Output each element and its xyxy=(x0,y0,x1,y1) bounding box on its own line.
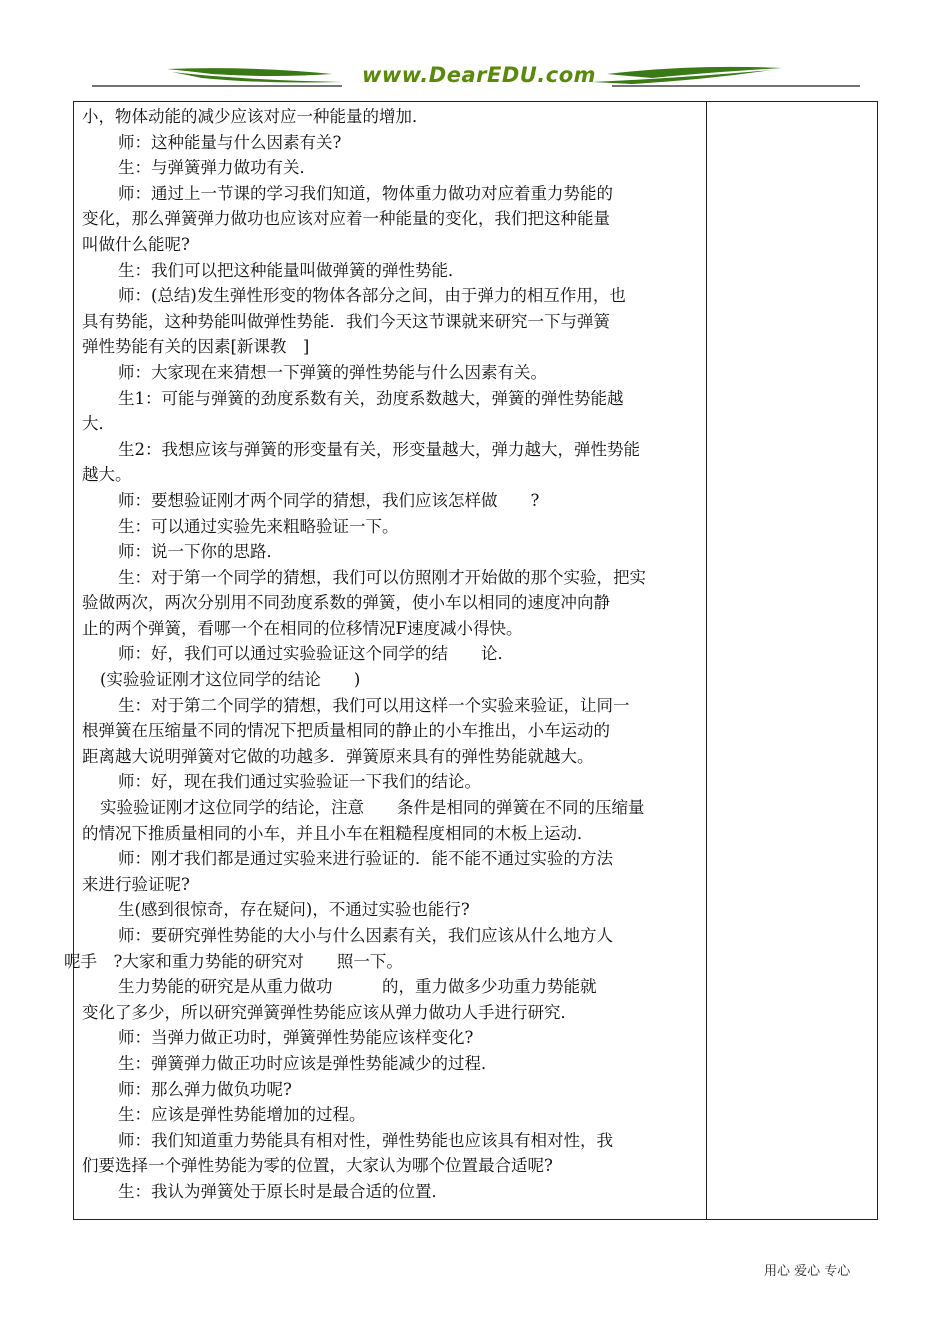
text-line: 师：(总结)发生弹性形变的物体各部分之间，由于弹力的相互作用，也 xyxy=(118,286,626,306)
text-line: 呢手 ?大家和重力势能的研究对 照一下。 xyxy=(64,951,403,971)
text-line: 师：那么弹力做负功呢? xyxy=(118,1079,292,1099)
text-line: 变化了多少，所以研究弹簧弹性势能应该从弹力做功人手进行研究． xyxy=(82,1002,577,1022)
text-line: 师：好，我们可以通过实验验证这个同学的结 论． xyxy=(118,644,514,664)
text-line: 师：这种能量与什么因素有关? xyxy=(118,132,342,152)
text-line: 们要选择一个弹性势能为零的位置，大家认为哪个位置最合适呢? xyxy=(82,1156,553,1176)
text-line: 生力势能的研究是从重力做功 的，重力做多少功重力势能就 xyxy=(118,977,597,997)
text-line: 生1：可能与弹簧的劲度系数有关，劲度系数越大，弹簧的弹性势能越 xyxy=(118,388,624,408)
text-line: 变化，那么弹簧弹力做功也应该对应着一种能量的变化，我们把这种能量 xyxy=(82,209,610,229)
text-line: 师：我们知道重力势能具有相对性，弹性势能也应该具有相对性，我 xyxy=(118,1130,613,1150)
text-line: 生：我们可以把这种能量叫做弹簧的弹性势能． xyxy=(118,260,465,280)
text-line: 止的两个弹簧，看哪一个在相同的位移情况F速度减小得快。 xyxy=(82,618,523,638)
text-line: 生：对于第二个同学的猜想，我们可以用这样一个实验来验证，让同一 xyxy=(118,695,630,715)
text-line: 小，物体动能的减少应该对应一种能量的增加． xyxy=(82,107,429,126)
text-line: 生：与弹簧弹力做功有关． xyxy=(118,158,316,178)
text-line: 师：当弹力做正功时，弹簧弹性势能应该样变化? xyxy=(118,1028,474,1048)
text-line: 的情况下推质量相同的小车，并且小车在粗糙程度相同的木板上运动． xyxy=(82,823,594,843)
site-logo-text: www.DearEDU.com xyxy=(361,63,597,87)
text-line: 生：应该是弹性势能增加的过程。 xyxy=(118,1105,366,1125)
lesson-table xyxy=(64,101,878,1220)
page-footer: 用心 爱心 专心 xyxy=(764,1264,851,1279)
lesson-content xyxy=(64,104,700,1205)
text-line: 生：我认为弹簧处于原长时是最合适的位置． xyxy=(118,1181,448,1201)
text-line: 根弹簧在压缩量不同的情况下把质量相同的静止的小车推出，小车运动的 xyxy=(82,721,610,741)
text-line: 距离越大说明弹簧对它做的功越多．弹簧原来具有的弹性势能就越大。 xyxy=(82,746,594,766)
text-line: 实验验证刚才这位同学的结论，注意 条件是相同的弹簧在不同的压缩量 xyxy=(100,798,645,818)
text-line: 具有势能，这种势能叫做弹性势能．我们今天这节课就来研究一下与弹簧 xyxy=(82,311,610,331)
text-line: 师：大家现在来猜想一下弹簧的弹性势能与什么因素有关。 xyxy=(118,362,547,382)
text-line: 生2：我想应该与弹簧的形变量有关，形变量越大，弹力越大，弹性势能 xyxy=(118,439,640,459)
page-header xyxy=(92,60,860,94)
text-line: 师：要想验证刚才两个同学的猜想，我们应该怎样做 ? xyxy=(118,490,540,510)
text-line: 叫做什么能呢? xyxy=(82,234,190,254)
text-line: 验做两次，两次分别用不同劲度系数的弹簧，使小车以相同的速度冲向静 xyxy=(82,593,610,613)
text-line: 弹性势能有关的因素[新课教 ] xyxy=(82,337,310,357)
text-line: 生：对于第一个同学的猜想，我们可以仿照刚才开始做的那个实验，把实 xyxy=(118,567,646,587)
column-divider xyxy=(706,102,707,1219)
text-line: 生：弹簧弹力做正功时应该是弹性势能减少的过程． xyxy=(118,1053,498,1073)
text-line: 生(感到很惊奇，存在疑问)，不通过实验也能行? xyxy=(118,900,470,920)
text-line: 师：好，现在我们通过实验验证一下我们的结论。 xyxy=(118,772,481,792)
text-line: 师：通过上一节课的学习我们知道，物体重力做功对应着重力势能的 xyxy=(118,183,613,203)
text-line: 越大。 xyxy=(82,465,132,485)
text-line: 来进行验证呢? xyxy=(82,874,190,894)
text-line: 师：刚才我们都是通过实验来进行验证的．能不能不通过实验的方法 xyxy=(118,849,613,869)
text-line: (实验验证刚才这位同学的结论 ) xyxy=(100,670,361,690)
text-line: 大． xyxy=(82,414,115,434)
text-line: 生：可以通过实验先来粗略验证一下。 xyxy=(118,516,399,536)
text-line: 师：要研究弹性势能的大小与什么因素有关，我们应该从什么地方人 xyxy=(118,926,613,945)
text-line: 师：说一下你的思路． xyxy=(118,542,283,562)
